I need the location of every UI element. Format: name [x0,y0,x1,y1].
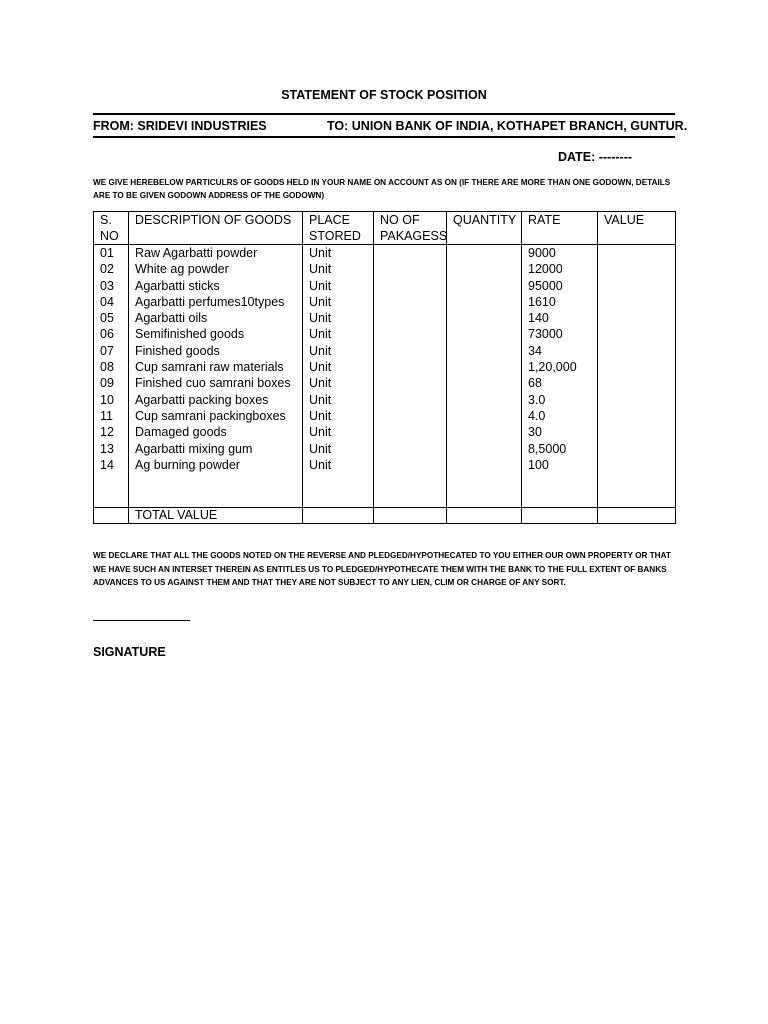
declaration-paragraph: WE DECLARE THAT ALL THE GOODS NOTED ON THE REVERSE AND PLEDGED/HYPOTHECATED TO YOU EITHER OUR OWN PROPERTY OR THAT WE HAVE SUCH AN INTERSET THEREIN AS ENTITLES US TO PLEDGED/HYPOTHECATE THEM WITH THE BANK TO THE FULL EXTENT OF BANKS ADVANCES TO US AGAINST THEM AND THAT THEY ARE NOT SUBJECT TO ANY LIEN, CLIM OR CHARGE OF ANY SORT. [93,551,671,587]
row-description: Semifinished goods [135,327,245,342]
header-cell [374,212,447,245]
header-place-line2: STORED [309,229,361,243]
row-rate: 30 [528,425,542,440]
header-sno-line2: NO [100,229,119,243]
row-sno: 13 [100,441,114,456]
row-place: Unit [309,278,332,293]
quantity-column [447,245,522,508]
row-rate: 100 [528,457,549,472]
row-place: Unit [309,294,332,309]
sno-column [94,245,129,508]
header-rate: RATE [528,213,561,227]
intro-paragraph: WE GIVE HEREBELOW PARTICULRS OF GOODS HELD IN YOUR NAME ON ACCOUNT AS ON (IF THERE ARE MORE THAN ONE GODOWN, DETAILS ARE TO BE GIVEN GODOWN ADDRESS OF THE GODOWN) [93,178,671,200]
row-rate: 12000 [528,262,563,277]
row-sno: 01 [100,246,114,260]
row-rate: 1610 [528,294,556,309]
total-value-cell [598,508,676,524]
row-sno: 08 [100,360,114,375]
row-place: Unit [309,343,332,358]
row-rate: 4.0 [528,408,546,423]
rate-column [522,245,598,508]
row-sno: 09 [100,376,114,391]
row-sno: 02 [100,262,114,277]
row-sno: 07 [100,343,114,358]
row-rate: 73000 [528,327,563,342]
row-place: Unit [309,425,332,440]
row-sno: 06 [100,327,114,342]
header-packages-line1: NO OF [380,213,420,227]
row-description: Cup samrani packingboxes [135,408,286,423]
row-place: Unit [309,457,332,472]
row-sno: 05 [100,311,114,326]
header-cell [303,212,374,245]
row-rate: 3.0 [528,392,546,407]
row-place: Unit [309,360,332,375]
header-cell [447,212,522,245]
date-field: DATE: -------- [558,150,633,164]
total-row [94,508,676,524]
total-rate-cell [522,508,598,524]
top-rule [93,113,675,115]
row-description: Agarbatti mixing gum [135,441,253,456]
value-column [598,245,676,508]
row-sno: 12 [100,425,114,440]
header-cell [129,212,303,245]
row-place: Unit [309,246,332,260]
row-description: Agarbatti perfumes10types [135,294,285,309]
row-sno: 10 [100,392,114,407]
row-sno: 03 [100,278,114,293]
header-place-line1: PLACE [309,213,350,227]
row-place: Unit [309,327,332,342]
header-sno-line1: S. [100,213,112,227]
table-header-row [94,212,676,245]
row-description: Cup samrani raw materials [135,360,284,375]
packages-column [374,245,447,508]
document-title: STATEMENT OF STOCK POSITION [281,88,487,102]
row-description: Agarbatti oils [135,311,208,326]
row-rate: 34 [528,343,542,358]
row-sno: 11 [100,408,113,423]
row-description: Agarbatti sticks [135,278,220,293]
header-description: DESCRIPTION OF GOODS [135,213,292,227]
row-rate: 95000 [528,278,563,293]
header-cell [598,212,676,245]
header-value: VALUE [604,213,645,227]
row-rate: 140 [528,311,549,326]
row-description: Damaged goods [135,425,227,440]
description-column [129,245,303,508]
total-sno-cell [94,508,129,524]
total-packages-cell [374,508,447,524]
signature-line [93,620,190,621]
row-description: Raw Agarbatti powder [135,246,258,260]
row-description: Finished cuo samrani boxes [135,376,291,391]
to-line: TO: UNION BANK OF INDIA, KOTHAPET BRANCH, GUNTUR. [327,119,688,133]
place-column [303,245,374,508]
header-quantity: QUANTITY [453,213,517,227]
header-cell [522,212,598,245]
header-cell [94,212,129,245]
signature-label: SIGNATURE [93,645,166,659]
row-description: White ag powder [135,262,229,277]
header-packages-line2: PAKAGESS [380,229,448,243]
row-description: Agarbatti packing boxes [135,392,269,407]
row-rate: 1,20,000 [528,360,577,375]
row-sno: 14 [100,457,114,472]
row-rate: 8,5000 [528,441,567,456]
row-description: Finished goods [135,343,220,358]
row-place: Unit [309,392,332,407]
bottom-rule [93,136,675,138]
table-body-row [94,245,676,508]
row-rate: 68 [528,376,542,391]
row-place: Unit [309,408,332,423]
row-rate: 9000 [528,246,556,260]
row-place: Unit [309,376,332,391]
total-place-cell [303,508,374,524]
stock-table [93,211,676,524]
total-quantity-cell [447,508,522,524]
from-line: FROM: SRIDEVI INDUSTRIES [93,119,267,133]
row-place: Unit [309,262,332,277]
row-description: Ag burning powder [135,457,240,472]
row-place: Unit [309,441,332,456]
row-place: Unit [309,311,332,326]
row-sno: 04 [100,294,114,309]
total-label: TOTAL VALUE [129,508,303,524]
